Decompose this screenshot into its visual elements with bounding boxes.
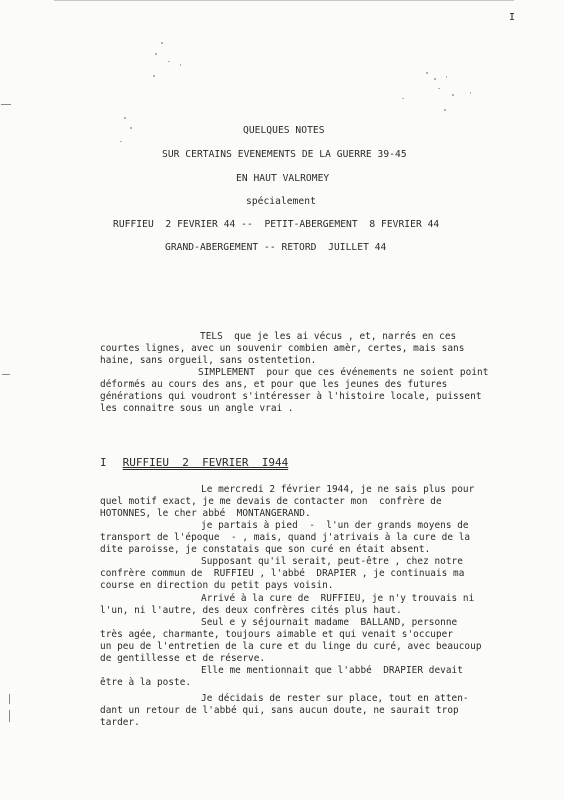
intro-line-7: les connaitre sous un angle vrai . bbox=[100, 403, 294, 414]
body-line-15: de gentillesse et de réserve. bbox=[100, 653, 266, 664]
scan-mark bbox=[9, 710, 10, 722]
scan-mark bbox=[2, 374, 10, 375]
body-line-1: Le mercredi 2 février 1944, je ne sais plus pour bbox=[201, 484, 475, 495]
body-line-5: transport de l'époque - , mais, quand j'atrivais à la cure de la bbox=[100, 532, 471, 543]
intro-line-4: SIMPLEMENT pour que ces événements ne soient point bbox=[198, 367, 489, 378]
body-line-8: confrère commun de RUFFIEU , l'abbé DRAPIER , je continuais ma bbox=[100, 568, 465, 579]
page-number: I bbox=[509, 12, 516, 23]
body-line-20: tarder. bbox=[100, 717, 140, 728]
intro-line-5: déformés au cours des ans, et pour que les jeunes des futures bbox=[100, 379, 448, 390]
top-edge-line bbox=[54, 0, 514, 1]
body-line-2: quel motif exact, je me devais de contacter mon confrère de bbox=[100, 496, 442, 507]
scan-speck bbox=[438, 88, 440, 89]
heading-line-3: EN HAUT VALROMEY bbox=[236, 173, 330, 184]
intro-line-6: générations qui voudront s'intéresser à l'histoire locale, puissent bbox=[100, 391, 482, 402]
body-line-7: Supposant qu'il serait, peut-être , chez notre bbox=[201, 556, 463, 567]
scan-speck bbox=[155, 53, 157, 55]
section-title: RUFFIEU 2 FEVRIER I944 bbox=[122, 456, 289, 469]
body-line-10: Arrivé à la cure de RUFFIEU, je n'y trouvais ni bbox=[201, 593, 475, 604]
heading-line-1: QUELQUES NOTES bbox=[243, 125, 325, 136]
body-line-11: l'un, ni l'autre, des deux confrères cités plus haut. bbox=[100, 605, 402, 616]
body-line-13: très agée, charmante, toujours aimable et qui venait s'occuper bbox=[100, 629, 454, 640]
scan-speck bbox=[130, 127, 132, 129]
scan-speck bbox=[161, 42, 163, 44]
scan-speck bbox=[120, 141, 122, 142]
body-line-18: Je décidais de rester sur place, tout en atten- bbox=[201, 693, 469, 704]
heading-line-4: spécialement bbox=[246, 196, 316, 207]
body-line-17: être à la poste. bbox=[100, 677, 192, 688]
body-line-9: course en direction du petit pays voisin. bbox=[100, 580, 334, 591]
body-line-4: je partais à pied - l'un der grands moyens de bbox=[201, 520, 469, 531]
scan-speck bbox=[444, 109, 446, 111]
body-line-14: un peu de l'entretien de la cure et du linge du curé, avec beaucoup bbox=[100, 641, 482, 652]
body-line-6: dite paroisse, je constatais que son curé en était absent. bbox=[100, 544, 431, 555]
body-line-16: Elle me mentionnait que l'abbé DRAPIER devait bbox=[201, 665, 463, 676]
body-line-19: dant un retour de l'abbé qui, sans aucun doute, ne saurait trop bbox=[100, 705, 459, 716]
body-line-12: Seul e y séjournait madame BALLAND, personne bbox=[201, 617, 458, 628]
scan-speck bbox=[434, 78, 436, 80]
scan-speck bbox=[168, 61, 170, 62]
section-heading bbox=[100, 456, 288, 469]
heading-line-5: RUFFIEU 2 FEVRIER 44 -- PETIT-ABERGEMENT 8 FEVRIER 44 bbox=[113, 219, 440, 230]
scan-speck bbox=[402, 98, 404, 99]
scan-speck bbox=[452, 94, 454, 96]
scan-speck bbox=[470, 92, 471, 94]
scan-speck bbox=[124, 117, 126, 119]
intro-line-1: TELS que je les ai vécus , et, narrés en ces bbox=[200, 331, 457, 342]
intro-line-3: haine, sans orgueil, sans ostentetion. bbox=[100, 355, 317, 366]
body-line-3: HOTONNES, le cher abbé MONTANGERAND. bbox=[100, 508, 311, 519]
scan-speck bbox=[426, 72, 428, 74]
scan-speck bbox=[446, 76, 447, 78]
heading-line-6: GRAND-ABERGEMENT -- RETORD JUILLET 44 bbox=[165, 242, 387, 253]
scan-speck bbox=[180, 64, 181, 66]
scan-mark bbox=[9, 694, 10, 704]
intro-line-2: courtes lignes, avec un souvenir combien amèr, certes, mais sans bbox=[100, 343, 465, 354]
heading-line-2: SUR CERTAINS EVENEMENTS DE LA GUERRE 39-45 bbox=[162, 149, 407, 160]
scan-mark bbox=[1, 104, 11, 105]
section-number: I bbox=[100, 456, 107, 469]
scan-speck bbox=[153, 75, 155, 77]
